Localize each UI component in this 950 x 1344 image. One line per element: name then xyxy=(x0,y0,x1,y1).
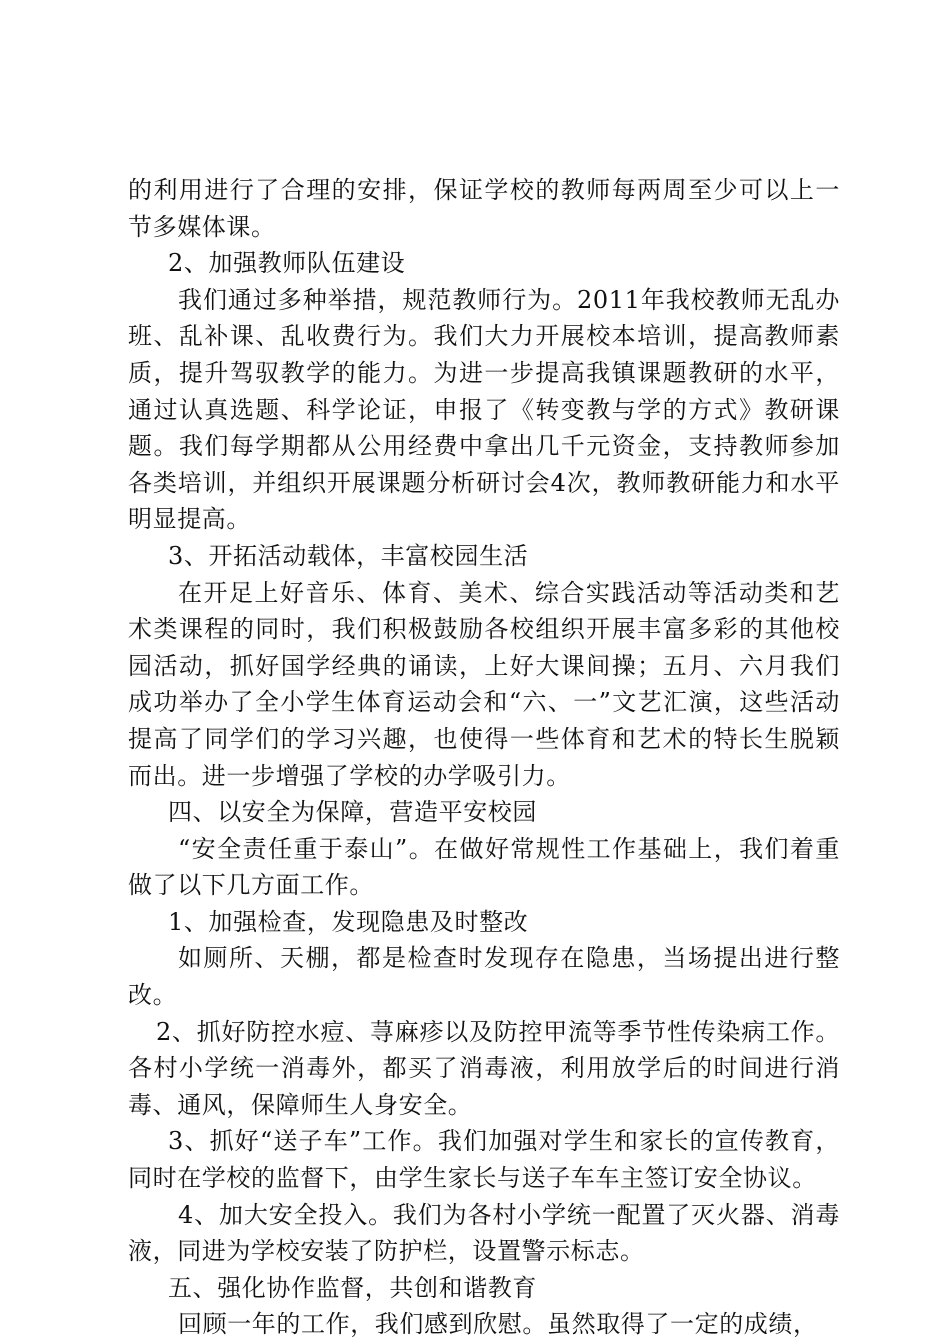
document-body xyxy=(128,172,840,1343)
paragraph-safety-intro: “安全责任重于泰山”。在做好常规性工作基础上，我们着重做了以下几方面工作。 xyxy=(128,834,840,900)
paragraph-teacher-team: 我们通过多种举措，规范教师行为。2011年我校教师无乱办班、乱补课、乱收费行为。我们大力开展校本培训，提高教师素质，提升驾驭教学的能力。为进一步提高我镇课题教研的水平，通过认真选题、科学论证，申报了《转变教与学的方式》教研课题。我们每学期都从公用经费中拿出几千元资金，支持教师参加各类培训，并组织开展课题分析研讨会4次，教师教研能力和水平明显提高。 xyxy=(128,285,840,534)
paragraph-safety-investment: 4、加大安全投入。我们为各村小学统一配置了灭火器、消毒液，同进为学校安装了防护栏，设置警示标志。 xyxy=(128,1200,840,1266)
paragraph-review: 回顾一年的工作，我们感到欣慰。虽然取得了一定的成绩， xyxy=(178,1310,818,1339)
paragraph-continuation: 的利用进行了合理的安排，保证学校的教师每两周至少可以上一节多媒体课。 xyxy=(128,176,840,241)
paragraph-activities: 在开足上好音乐、体育、美术、综合实践活动等活动类和艺术类课程的同时，我们积极鼓励各校组织开展丰富多彩的其他校园活动，抓好国学经典的诵读，上好大课间操；五月、六月我们成功举办了全小学生体育运动会和“六、一”文艺汇演，这些活动提高了同学们的学习兴趣，也使得一些体育和艺术的特长生脱颖而出。进一步增强了学校的办学吸引力。 xyxy=(128,578,840,790)
section-heading-activities: 3、开拓活动载体，丰富校园生活 xyxy=(168,541,529,570)
section-heading-cooperation: 五、强化协作监督，共创和谐教育 xyxy=(168,1273,537,1302)
section-heading-safety: 四、以安全为保障，营造平安校园 xyxy=(168,798,537,827)
paragraph-disease-control: 2、抓好防控水痘、荨麻疹以及防控甲流等季节性传染病工作。各村小学统一消毒外，都买了消毒液，利用放学后的时间进行消毒、通风，保障师生人身安全。 xyxy=(128,1017,840,1119)
section-heading-inspection: 1、加强检查，发现隐患及时整改 xyxy=(168,907,529,936)
paragraph-inspection: 如厕所、天棚，都是检查时发现存在隐患，当场提出进行整改。 xyxy=(128,944,840,1010)
paragraph-school-bus: 3、抓好“送子车”工作。我们加强对学生和家长的宣传教育，同时在学校的监督下，由学生家长与送子车车主签订安全协议。 xyxy=(128,1127,840,1193)
section-heading-teacher-team: 2、加强教师队伍建设 xyxy=(168,249,406,278)
